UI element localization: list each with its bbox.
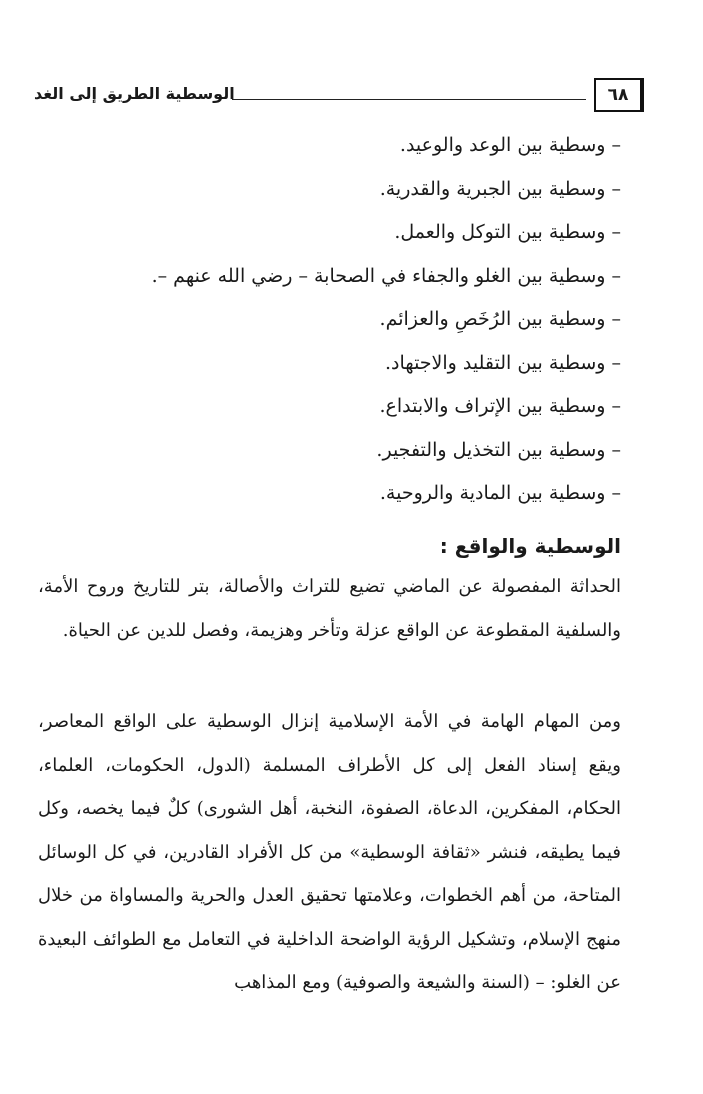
wasatiyya-list bbox=[41, 124, 621, 516]
list-item: – وسطية بين الرُخَصِ والعزائم. bbox=[379, 308, 621, 330]
list-item: – وسطية بين التخذيل والتفجير. bbox=[376, 438, 621, 461]
list-item: – وسطية بين التوكل والعمل. bbox=[394, 221, 621, 243]
list-item: – وسطية بين التقليد والاجتهاد. bbox=[385, 351, 621, 374]
header-rule bbox=[232, 99, 586, 100]
page-number: ٦٨ bbox=[594, 78, 644, 112]
list-item: – وسطية بين الجبرية والقدرية. bbox=[379, 177, 621, 200]
list-item: – وسطية بين الوعد والوعيد. bbox=[399, 134, 621, 156]
list-item: – وسطية بين المادية والروحية. bbox=[379, 482, 621, 504]
running-title: الوسطية الطريق إلى الغد bbox=[34, 84, 235, 103]
section-heading: الوسطية والواقع : bbox=[439, 534, 621, 558]
paragraph: ومن المهام الهامة في الأمة الإسلامية إنزال الوسطية على الواقع المعاصر، ويقع إسناد الفعل إلى كل الأطراف المسلمة (الدول، الحكومات، العلماء، الحكام، المفكرين، الدعاة، الصفوة، النخبة، أهل الشورى) كلٌ فيما يخصه، وكل فيما يطيقه، فنشر «ثقافة الوسطية» من كل الأفراد القادرين، في كل الوسائل المتاحة، من أهم الخطوات، وعلامتها تحقيق العدل والحرية والمساواة من خلال منهج الإسلام، وتشكيل الرؤية الواضحة الداخلية في التعامل مع الطوائف البعيدة عن الغلو: – (السنة والشيعة والصوفية) ومع المذاهب bbox=[38, 711, 622, 993]
list-item: – وسطية بين الغلو والجفاء في الصحابة – رضي الله عنهم –. bbox=[151, 264, 621, 287]
paragraph: الحداثة المفصولة عن الماضي تضيع للتراث والأصالة، بتر للتاريخ وروح الأمة، والسلفية المقطوعة عن الواقع عزلة وتأخر وهزيمة، وفصل للدين عن الحياة. bbox=[38, 576, 621, 641]
page-header bbox=[34, 78, 644, 114]
list-item: – وسطية بين الإتراف والابتداع. bbox=[379, 395, 621, 417]
